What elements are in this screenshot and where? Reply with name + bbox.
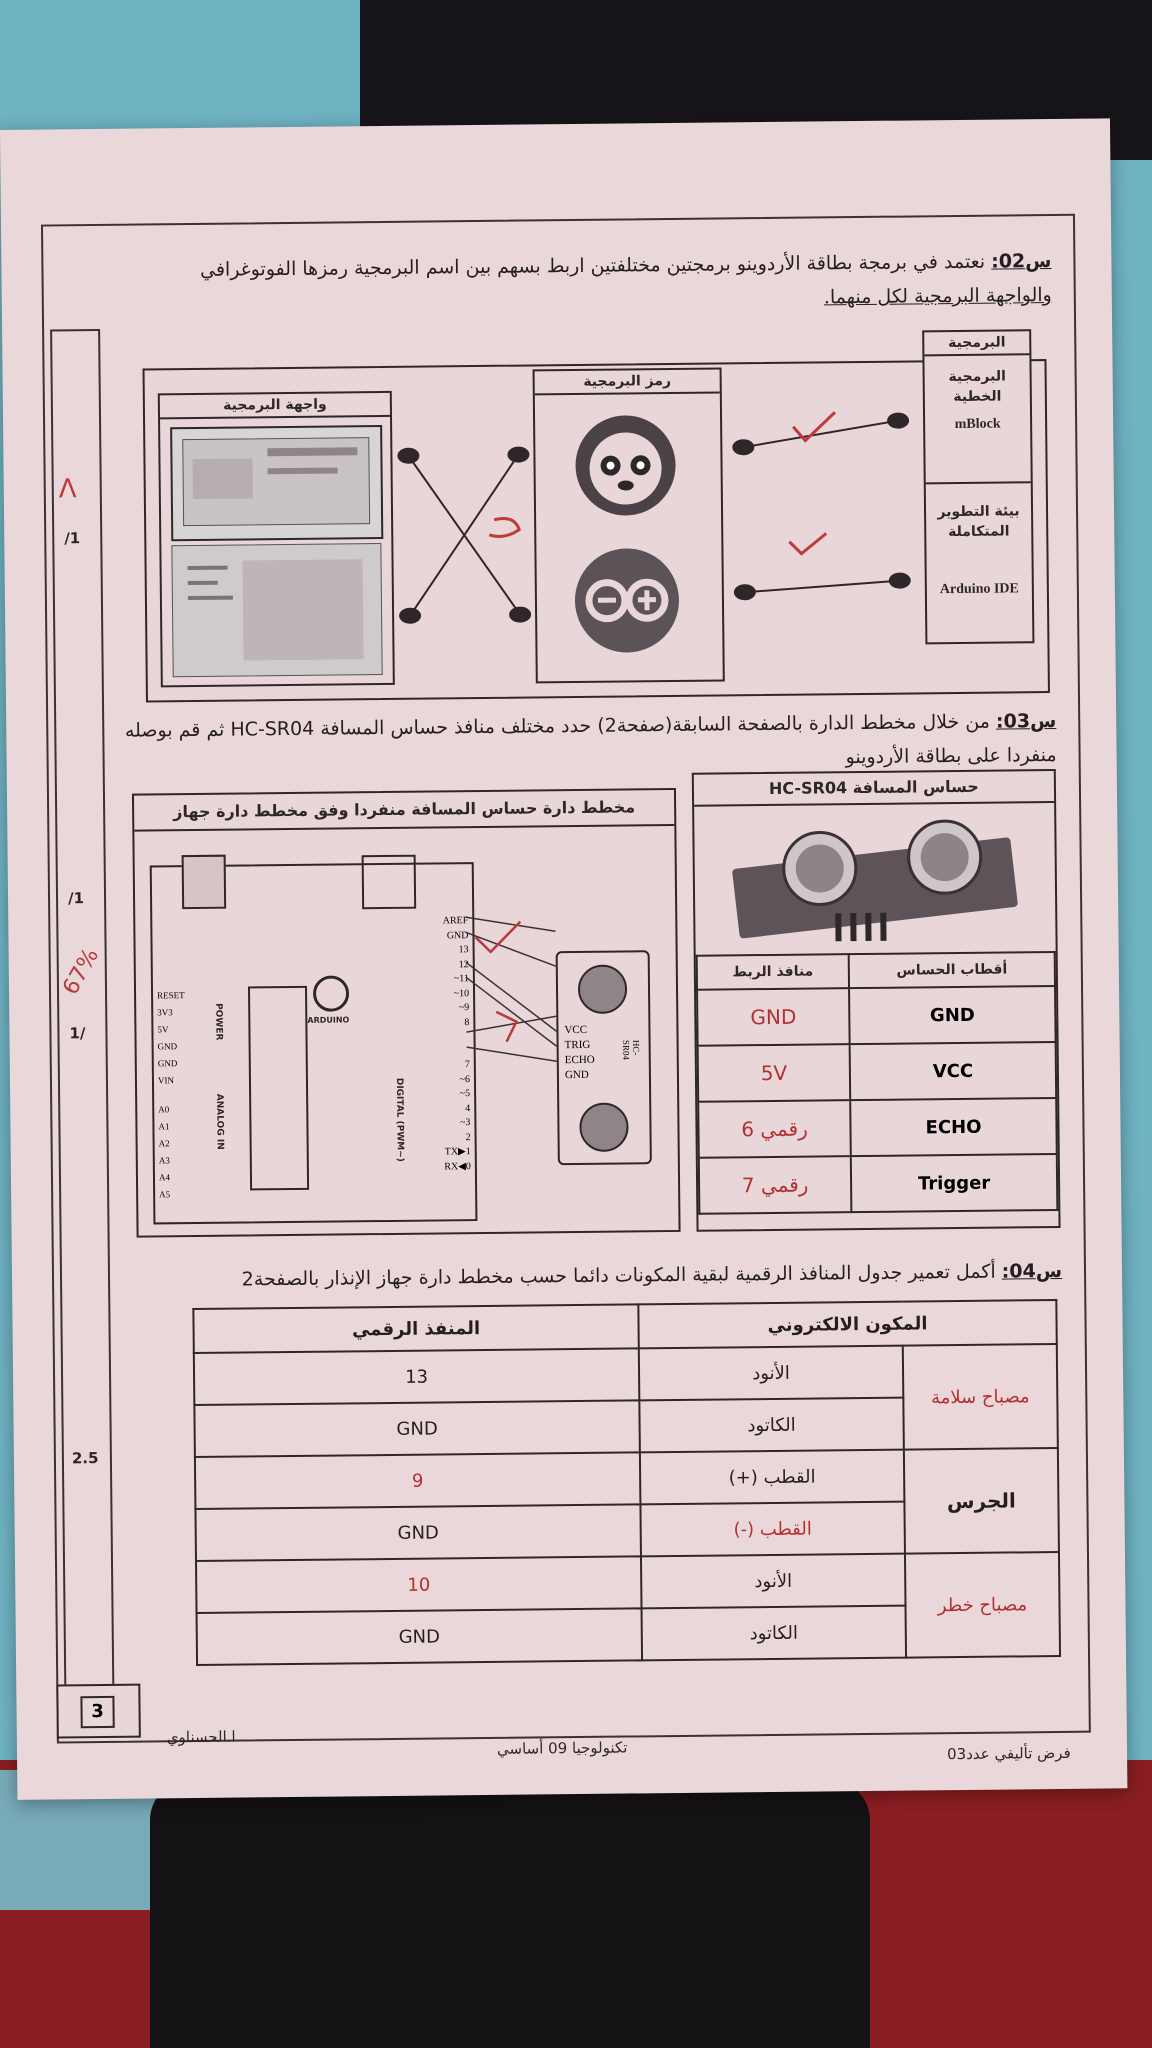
pin-11: ~11 [453,973,469,985]
port-answer[interactable]: رقمي 7 [699,1156,852,1214]
table-row [698,1042,1057,1102]
q2-mark: ᐱ [58,474,77,505]
sw1-label: البرمجية الخطية [948,368,1006,406]
q4-score: 2.5 [71,1449,99,1468]
pin-a2: A2 [158,1138,170,1149]
sensor-pin-echo: ECHO [564,1053,595,1067]
group-name[interactable]: مصباح سلامة [903,1344,1058,1450]
page-number: 3 [80,1696,114,1728]
part-cell: الأنود [639,1346,904,1401]
circuit-title: مخطط دارة حساس المسافة منفردا وفق مخطط دارة جهاز [134,790,674,832]
pin-aref: AREF [442,915,469,927]
port-cell: 13 [194,1348,640,1405]
pin-7: 7 [464,1059,470,1071]
digital-label: DIGITAL (PWM~) [393,1077,405,1162]
sw2-en: Arduino IDE [939,581,1019,598]
pin-cell: GND [849,986,1055,1044]
part-cell: الكاتود [639,1398,904,1453]
pin-5: ~5 [459,1088,471,1100]
table-row [698,1098,1057,1158]
sensor-pin-trig: TRIG [564,1038,591,1052]
pin-gnd-1: GND [157,1041,178,1052]
sensor-table [696,951,1059,1215]
table-row [697,986,1056,1046]
arduino-text: ARDUINO [307,1015,350,1025]
q3-score-2: 1/ [69,1024,86,1043]
pin-3: ~3 [459,1117,471,1129]
table-row [699,1154,1058,1214]
pin-gnd-2: GND [157,1058,178,1069]
port-answer[interactable]: GND [697,988,850,1046]
pin-2: 2 [465,1131,471,1143]
sw1-en: mBlock [954,416,1001,433]
port-cell: GND [197,1608,643,1665]
pin-cell: Trigger [851,1154,1057,1212]
sensor-pin-gnd: GND [564,1068,589,1082]
q4-line1: أكمل تعمير جدول المنافذ الرقمية لبقية المكونات دائما حسب مخطط دارة جهاز الإنذار بالصفحة2 [241,1260,996,1291]
symbol-title: رمز البرمجية [535,369,720,395]
pin-6: ~6 [459,1073,471,1085]
q3-number: س03: [995,709,1057,733]
q3-score-1: /1 [67,889,85,908]
port-answer[interactable]: رقمي 6 [698,1100,851,1158]
q2-line1: نعتمد في برمجة بطاقة الأردوينو برمجتين مختلفتين اربط بسهم بين اسم البرمجية رمزها الفوتوغرافي [199,250,986,281]
pin-4: 4 [465,1102,471,1114]
sensor-module-label: HC-SR04 [621,1039,642,1061]
pin-cell: ECHO [850,1098,1056,1156]
port-answer[interactable]: 10 [196,1556,642,1613]
sensor-wires [134,790,679,1236]
q2-number: س02: [991,249,1052,273]
q4-number: س04: [1001,1259,1063,1283]
pin-a5: A5 [159,1189,171,1200]
pin-a4: A4 [158,1172,171,1183]
pin-12: 12 [458,958,469,970]
q3-line1: من خلال مخطط الدارة بالصفحة السابقة(صفحة2) حدد مختلف منافذ حساس المسافة HC-SR04 ثم قم بوصله [124,710,991,742]
software-title: البرمجية [924,331,1029,356]
port-cell: GND [195,1504,641,1561]
pin-cell: VCC [850,1042,1056,1100]
port-cell: GND [194,1400,640,1457]
exam-page [0,118,1127,1800]
pin-10: ~10 [453,987,470,999]
pin-a1: A1 [158,1121,170,1132]
pin-gnd-d: GND [446,929,469,941]
pin-13: 13 [458,944,469,956]
power-label: POWER [213,1003,224,1041]
pin-8: 8 [464,1016,470,1028]
group-name[interactable]: مصباح خطر [905,1552,1060,1658]
table-row [195,1448,1058,1509]
pin-5v: 5V [157,1024,169,1035]
pin-3v3: 3V3 [157,1007,173,1018]
sensor-photo [714,811,1035,944]
pin-rx: RX◀0 [444,1160,471,1172]
sw2-label: بيئة التطوير المتكاملة [937,503,1020,541]
analog-label: ANALOG IN [214,1093,225,1150]
q3-mark: 67% [58,944,105,1000]
col-port: المنفذ الرقمي [193,1304,638,1353]
pin-vin: VIN [157,1075,175,1086]
pin-a0: A0 [158,1104,170,1115]
part-answer[interactable]: القطب (-) [640,1502,905,1557]
footer-exam: فرض تأليفي عدد03 [946,1743,1071,1764]
pin-9: ~9 [458,1002,470,1014]
page-number-badge [56,1684,141,1739]
part-cell: الأنود [641,1554,906,1609]
sensor-pin-vcc: VCC [564,1023,588,1037]
table-row [196,1552,1059,1613]
background-dark-cloth-bottom [150,1780,870,2048]
footer-teacher: ا.الحسناوي [166,1727,236,1747]
components-table [192,1299,1061,1666]
sensor-title: حساس المسافة HC-SR04 [694,771,1054,807]
pin-reset: RESET [157,990,185,1001]
port-answer[interactable]: 9 [195,1452,641,1509]
q2-line2: والواجهة البرمجية لكل منهما. [823,283,1052,309]
table-row [194,1344,1057,1405]
pin-a3: A3 [158,1155,170,1166]
part-cell: القطب (+) [640,1450,905,1505]
footer-subject: تكنولوجيا 09 أساسي [496,1738,628,1758]
col-pins: أقطاب الحساس [849,952,1055,988]
col-component: المكون الالكتروني [638,1300,1056,1348]
part-cell: الكاتود [642,1606,907,1661]
col-ports: منافذ الربط [697,954,849,990]
interface-title: واجهة البرمجية [160,393,390,419]
q3-line2: منفردا على بطاقة الأردوينو [845,743,1057,769]
port-answer[interactable]: 5V [698,1044,851,1102]
sensor-panel [692,769,1061,1232]
q2-score: /1 [64,529,81,548]
q2-connections [0,118,1116,730]
pin-tx: TX▶1 [444,1146,471,1158]
circuit-panel [132,788,681,1238]
group-name: الجرس [904,1448,1059,1554]
